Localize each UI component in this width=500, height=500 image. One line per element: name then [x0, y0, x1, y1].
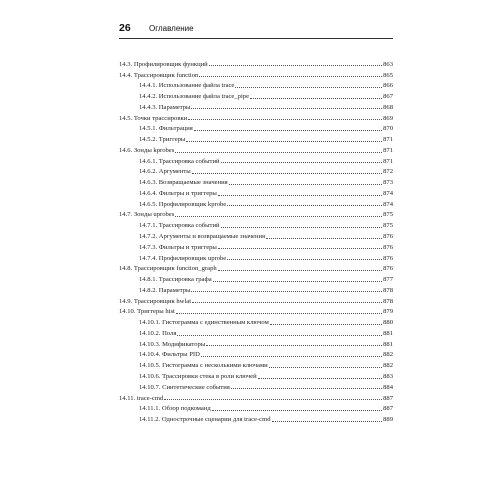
- toc-entry-page: 877: [383, 276, 393, 284]
- toc-entry-label: 14.10.1. Гистограмма с единственным ключом: [139, 319, 269, 327]
- dot-leader: [164, 399, 382, 400]
- toc-entry: [119, 229, 393, 240]
- dot-leader: [221, 227, 383, 228]
- toc-entry: [119, 326, 393, 337]
- dot-leader: [218, 195, 382, 196]
- toc-entry-label: 14.4.2. Использование файла trace_pipe: [139, 93, 250, 101]
- toc-entry: [119, 218, 393, 229]
- toc-entry-label: 14.4.1. Использование файла trace: [139, 82, 235, 90]
- dot-leader: [206, 345, 382, 346]
- toc-entry-page: 874: [383, 200, 393, 208]
- toc-entry: [119, 122, 393, 133]
- table-of-contents: [119, 57, 393, 423]
- toc-entry-page: 871: [383, 136, 393, 144]
- toc-entry: [119, 111, 393, 122]
- toc-entry: [119, 262, 393, 273]
- toc-entry-label: 14.7.2. Аргументы и возвращаемые значения: [139, 233, 266, 241]
- toc-entry: [119, 369, 393, 380]
- page-number: 26: [119, 22, 131, 34]
- toc-entry-page: 876: [383, 243, 393, 251]
- dot-leader: [191, 291, 382, 292]
- toc-entry-label: 14.8.2. Параметры: [139, 286, 191, 294]
- toc-entry-page: 868: [383, 103, 393, 111]
- dot-leader: [191, 108, 382, 109]
- toc-entry-page: 875: [383, 211, 393, 219]
- toc-entry-label: 14.7.1. Трассировка событий: [139, 222, 220, 230]
- dot-leader: [227, 259, 382, 260]
- dot-leader: [227, 205, 382, 206]
- dot-leader: [218, 248, 382, 249]
- toc-entry-page: 881: [383, 329, 393, 337]
- toc-entry: [119, 79, 393, 90]
- toc-entry-page: 884: [383, 383, 393, 391]
- toc-entry-page: 869: [383, 114, 393, 122]
- toc-entry: [119, 358, 393, 369]
- toc-entry-label: 14.10.7. Синтетические события: [139, 383, 230, 391]
- toc-entry-page: 875: [383, 222, 393, 230]
- dot-leader: [199, 76, 382, 77]
- toc-entry: [119, 251, 393, 262]
- dot-leader: [270, 324, 382, 325]
- toc-entry-label: 14.11.1. Обзор подкоманд: [139, 405, 211, 413]
- dot-leader: [192, 173, 382, 174]
- dot-leader: [175, 216, 382, 217]
- toc-entry-label: 14.10.5. Гистограмма с несколькими ключами: [139, 362, 268, 370]
- dot-leader: [192, 302, 382, 303]
- toc-entry-page: 882: [383, 362, 393, 370]
- dot-leader: [186, 141, 382, 142]
- dot-leader: [176, 313, 382, 314]
- toc-entry-label: 14.10.4. Фильтры PID: [139, 351, 200, 359]
- toc-entry-page: 870: [383, 125, 393, 133]
- toc-entry-label: 14.5.1. Фильтрация: [139, 125, 193, 133]
- running-header: [119, 22, 393, 36]
- toc-entry-page: 880: [383, 319, 393, 327]
- dot-leader: [213, 281, 382, 282]
- toc-entry-label: 14.9. Трассировщик hwlat: [119, 297, 192, 305]
- toc-entry-page: 865: [383, 71, 393, 79]
- toc-entry-page: 878: [383, 286, 393, 294]
- toc-entry-label: 14.10.3. Модификаторы: [139, 340, 206, 348]
- dot-leader: [218, 270, 382, 271]
- toc-entry: [119, 132, 393, 143]
- toc-entry-page: 882: [383, 351, 393, 359]
- toc-entry: [119, 283, 393, 294]
- dot-leader: [188, 119, 382, 120]
- toc-entry-page: 876: [383, 233, 393, 241]
- toc-entry-label: 14.6. Зонды kprobes: [119, 146, 175, 154]
- toc-entry-page: 863: [383, 60, 393, 68]
- toc-entry-page: 876: [383, 254, 393, 262]
- dot-leader: [177, 335, 382, 336]
- toc-entry: [119, 294, 393, 305]
- toc-entry: [119, 208, 393, 219]
- toc-entry-label: 14.11.2. Однострочные сценарии для trace-cmd: [139, 416, 271, 424]
- toc-entry: [119, 89, 393, 100]
- dot-leader: [201, 356, 382, 357]
- toc-entry: [119, 272, 393, 283]
- dot-leader: [209, 65, 382, 66]
- toc-entry-page: 883: [383, 372, 393, 380]
- toc-entry: [119, 391, 393, 402]
- toc-entry-label: 14.5.2. Триггеры: [139, 136, 186, 144]
- toc-entry: [119, 143, 393, 154]
- toc-entry-page: 887: [383, 405, 393, 413]
- toc-entry: [119, 175, 393, 186]
- toc-entry-page: 873: [383, 179, 393, 187]
- toc-entry-page: 871: [383, 146, 393, 154]
- toc-entry-label: 14.6.5. Профилировщик kprobe: [139, 200, 227, 208]
- toc-entry-label: 14.11. trace-cmd: [119, 394, 164, 402]
- toc-entry: [119, 315, 393, 326]
- toc-entry-page: 874: [383, 189, 393, 197]
- toc-entry-page: 871: [383, 157, 393, 165]
- dot-leader: [250, 98, 382, 99]
- toc-entry-label: 14.4. Трассировщик function: [119, 71, 199, 79]
- toc-entry-page: 887: [383, 394, 393, 402]
- toc-entry-page: 866: [383, 82, 393, 90]
- toc-entry: [119, 412, 393, 423]
- toc-entry-label: 14.6.4. Фильтры и триггеры: [139, 189, 217, 197]
- toc-entry-label: 14.7. Зонды uprobes: [119, 211, 175, 219]
- toc-entry-label: 14.4.3. Параметры: [139, 103, 191, 111]
- toc-entry-page: 879: [383, 308, 393, 316]
- dot-leader: [272, 421, 383, 422]
- toc-entry: [119, 68, 393, 79]
- dot-leader: [231, 388, 382, 389]
- dot-leader: [212, 410, 382, 411]
- dot-leader: [221, 162, 383, 163]
- toc-entry: [119, 337, 393, 348]
- toc-entry: [119, 154, 393, 165]
- dot-leader: [194, 130, 382, 131]
- toc-entry-label: 14.7.3. Фильтры и триггеры: [139, 243, 217, 251]
- dot-leader: [258, 378, 382, 379]
- dot-leader: [269, 367, 382, 368]
- toc-entry-label: 14.6.1. Трассировка событий: [139, 157, 220, 165]
- toc-entry-page: 881: [383, 340, 393, 348]
- toc-entry-label: 14.5. Точки трассировки: [119, 114, 188, 122]
- toc-entry: [119, 240, 393, 251]
- toc-entry-label: 14.3. Профилировщик функций: [119, 60, 208, 68]
- toc-entry-label: 14.10.2. Поля: [139, 329, 177, 337]
- toc-entry: [119, 402, 393, 413]
- toc-entry-label: 14.8.1. Трассировка графа: [139, 276, 212, 284]
- toc-entry: [119, 57, 393, 68]
- toc-entry-label: 14.6.2. Аргументы: [139, 168, 191, 176]
- toc-entry-label: 14.8. Трассировщик function_graph: [119, 265, 217, 273]
- toc-entry-label: 14.10.6. Трассировки стека в роли ключей: [139, 372, 257, 380]
- toc-entry-label: 14.6.3. Возвращаемые значения: [139, 179, 228, 187]
- toc-entry-page: 878: [383, 297, 393, 305]
- toc-entry-page: 889: [383, 416, 393, 424]
- running-title: Оглавление: [149, 24, 194, 33]
- toc-entry-label: 14.7.4. Профилировщик uprobe: [139, 254, 227, 262]
- toc-entry: [119, 305, 393, 316]
- dot-leader: [229, 184, 382, 185]
- toc-entry-page: 876: [383, 265, 393, 273]
- toc-entry-page: 872: [383, 168, 393, 176]
- dot-leader: [175, 152, 382, 153]
- toc-entry: [119, 100, 393, 111]
- toc-entry: [119, 380, 393, 391]
- toc-entry: [119, 186, 393, 197]
- toc-entry: [119, 348, 393, 359]
- toc-entry-label: 14.10. Триггеры hist: [119, 308, 175, 316]
- header-rule: [119, 38, 393, 39]
- dot-leader: [235, 87, 382, 88]
- toc-entry-page: 867: [383, 93, 393, 101]
- dot-leader: [266, 238, 382, 239]
- toc-entry: [119, 197, 393, 208]
- toc-entry: [119, 165, 393, 176]
